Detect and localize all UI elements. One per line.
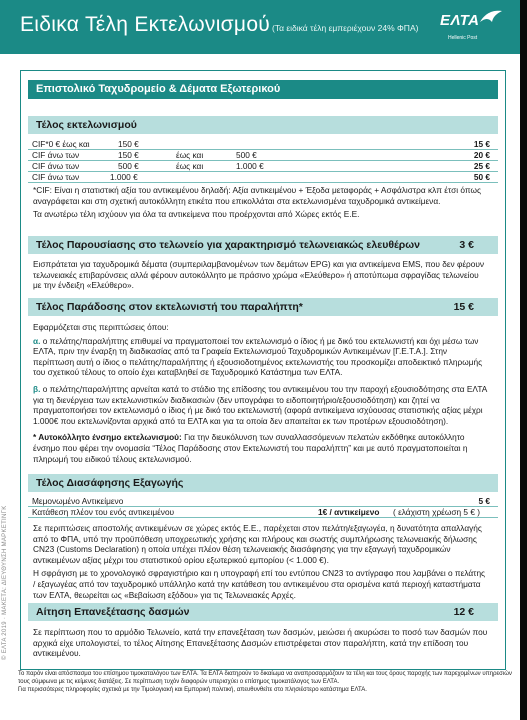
fee-value: 5 € <box>478 496 490 506</box>
case-a-label: α. <box>33 335 41 346</box>
footer-line: Για περισσότερες πληροφορίες σχετικά με την Τιμολογιακή και Εμπορική πολιτική, απευθυνθείτε στο πλησιέστερο κατάστημα ΕΛΤΑ. <box>18 687 367 694</box>
section-title: Τέλος Διασάφησης Εξαγωγής <box>36 477 184 489</box>
section-price: 12 € <box>453 606 474 618</box>
cif-rate-table <box>28 139 498 183</box>
section-delivery-fee <box>28 298 498 316</box>
fee-value: 50 € <box>473 172 490 182</box>
paragraph: Η σφράγιση με το χρονολογικό σφραγιστήριο και η υπογραφή επί του εντύπου CN23 το αντίγραφο που λαμβάνει ο πελάτης / εξαγωγέας από τον ταχυδρομικό υπάλληλο κατά την κατάθεση του αντικειμένου στα ορισμένα κατά περιοχή καταστήματα των ΕΛΤΑ, θεωρείται ως «Βεβαίωση εξόδου» για τις Τελωνειακές Αρχές. <box>33 568 486 600</box>
cif-notes <box>33 185 488 223</box>
paragraph: Εισπράτεται για ταχυδρομικά δέματα (συμπεριλαμβανομένων των δεμάτων EPG) και για αντικείμενα EMS, που δεν φέρουν τελωνειακές επιβαρύνσεις αλλά φέρουν αυτοκόλλητο με πράσινο χρώμα «Ελεύθερο» ή αποτύπωμα σφραγίδας τελωνείου με την ένδειξη «Ελεύθερο». <box>33 259 485 291</box>
side-credit: © ΕΛΤΑ 2019 · ΜΑΚΕΤΑ: ΔΙΕΥΘΥΝΣΗ ΜΑΡΚΕΤΙΝΓΚ <box>2 505 8 660</box>
cif-scope-note: Τα ανωτέρω τέλη ισχύουν για όλα τα αντικείμενα που προέρχονται από Χώρες εκτός Ε.Ε. <box>33 209 360 220</box>
stamp-note <box>33 432 488 464</box>
table-row <box>28 161 498 172</box>
cif-range-from: 150 € <box>118 150 139 160</box>
cif-range-connector: έως και <box>176 150 204 160</box>
delivery-fee-text <box>33 322 488 467</box>
elta-logo <box>440 8 502 48</box>
bird-icon <box>478 8 504 30</box>
footer-line: Το παρόν είναι απόσπασμα του επίσημου τιμοκαταλόγου των ΕΛΤΑ. Τα ΕΛΤΑ διατηρούν το δικαίωμα να αναπροσαρμόζουν τα τέλη και τους όρους παροχής των παρεχομένων υπηρεσιών τους σύμφωνα με τις κείμενες διατάξεις. Σε περίπτωση τυχόν διαφορών υπερισχύει ο επίσημος τιμοκατάλογος των ΕΛΤΑ. <box>18 671 512 686</box>
fee-value: 25 € <box>473 161 490 171</box>
case-b <box>33 384 488 426</box>
page-subtitle: (Τα ειδικά τέλη εμπεριέχουν 24% ΦΠΑ) <box>272 23 419 33</box>
header-bar <box>0 0 520 54</box>
duty-review-text <box>33 627 488 662</box>
case-b-label: β. <box>33 383 41 394</box>
section-price: 15 € <box>453 301 474 313</box>
table-row <box>28 172 498 183</box>
paragraph: Σε περιπτώσεις αποστολής αντικειμένων σε χώρες εκτός Ε.Ε., παρέχεται στον πελάτη/εξαγωγέα, η δυνατότητα απαλλαγής από το ΦΠΑ, υπό την προϋπόθεση υποχρεωτικής χρήσης και πλήρους και σωστής συμπλήρωσης τελωνειακής δήλωσης CN23 (Customs Declaration) η οποία υπέχει πλέον θέση τελωνειακής διασάφησης για την εξαγωγή ταχυδρομικών αντικειμένων αξίας μέχρι του στατιστικού ορίου εξωτερικού εμπορίου (< 1.000 €). <box>33 523 482 565</box>
page-title: Ειδικα Τέλη Εκτελωνισμού <box>20 13 271 36</box>
section-title: Τέλος εκτελωνισμού <box>36 119 137 131</box>
table-row <box>28 496 498 507</box>
cif-definition-note: *CIF: Είναι η στατιστική αξία του αντικειμένου δηλαδή: Αξία αντικειμένου + Έξοδα μεταφοράς + Ασφάλιστρα κλπ έτσι όπως αναγράφεται και στη σχετική αυτοκόλλητη ετικέτα που επικολλάται στα εκτελωνισμένα ταχυδρομικά αντικείμενα. <box>33 185 481 206</box>
cif-range-from: 150 € <box>118 139 139 149</box>
section-price: 3 € <box>459 239 474 251</box>
cif-range-to: 1.000 € <box>236 161 264 171</box>
cif-range-to: 500 € <box>236 150 257 160</box>
fee-per-item: 1€ / αντικείμενο <box>318 507 380 517</box>
paragraph: Σε περίπτωση που το αρμόδιο Τελωνείο, κατά την επανεξέταση των δασμών, μειώσει ή ακυρώσει το ποσό των δασμών που αρχικά είχε υπολογιστεί, το τέλος Αίτησης Επανεξέτασης Δασμών επιστρέφεται στον παραλήπτη, κατά την επίδοση του αντικειμένου. <box>33 627 488 659</box>
paragraph: Εφαρμόζεται στις περιπτώσεις όπου: <box>33 322 169 332</box>
row-label: Κατάθεση πλέον του ενός αντικειμένου <box>32 507 175 517</box>
case-b-text: ο πελάτης/παραλήπτης αρνείται κατά το στάδιο της επίδοσης του αντικειμένου του την παροχή εξουσιοδότησης στα ΕΛΤΑ για τη διενέργεια των εκτελωνιστικών διαδικασιών (δεν υπογράφει το ειδοποιητήριο/εξουσιοδότηση) και ζητεί να πραγματοποιήσει τον εκτελωνισμό ο ίδιος ή με δικό του εκτελωνιστή (αφορά αντικείμενα ισχύουσας στατιστικής αξίας μέχρι 1.000€ που εκτελωνίζονται αρχικά από τα ΕΛΤΑ και για τα οποία δεν απαιτείται εκ των προτέρων εξουσιοδότηση). <box>33 383 487 426</box>
logo-subtext: Hellenic Post <box>448 35 478 41</box>
export-declaration-text <box>33 523 488 603</box>
section-duty-review <box>28 603 498 621</box>
footer-disclaimer <box>18 670 513 695</box>
presentation-fee-text <box>33 259 488 294</box>
section-export-declaration <box>28 474 498 492</box>
cif-range-connector: έως και <box>176 161 204 171</box>
section-title: Τέλος Παράδοσης στον εκτελωνιστή του παραλήπτη* <box>36 301 303 313</box>
table-row <box>28 150 498 161</box>
cif-range-from: 1.000 € <box>110 172 138 182</box>
cif-range-label: CIF άνω των <box>32 161 80 171</box>
section-clearance-fee <box>28 116 498 134</box>
stamp-note-text: Για την διευκόλυνση των συναλλασσόμενων πελατών εκδόθηκε αυτοκόλλητο ένσημο που φέρει την ονομασία “Τέλος Παράδοσης στον Εκτελωνιστή του παραλήπτη” και με αυτό πραγματοποιείται η πληρωμή του ειδικού τέλους εκτελωνισμού. <box>33 432 468 464</box>
fee-value: 15 € <box>473 139 490 149</box>
section-presentation-fee <box>28 236 498 254</box>
table-row <box>28 507 498 518</box>
minimum-charge-note: ( ελάχιστη χρέωση 5 € ) <box>393 507 480 517</box>
cif-range-label: CIF*0 € έως και <box>32 139 90 149</box>
section-title: Τέλος Παρουσίασης στο τελωνείο για χαρακτηρισμό τελωνειακώς ελευθέρων <box>36 239 420 251</box>
cif-range-from: 500 € <box>118 161 139 171</box>
fee-value: 20 € <box>473 150 490 160</box>
stamp-note-label: * Αυτοκόλλητο ένσημο εκτελωνισμού: <box>33 432 182 443</box>
table-row <box>28 139 498 150</box>
section-title: Αίτηση Επανεξέτασης δασμών <box>36 606 190 618</box>
cif-range-label: CIF άνω των <box>32 172 80 182</box>
logo-text: ΕΛΤΑ <box>440 12 480 29</box>
case-a-text: ο πελάτης/παραλήπτης επιθυμεί να πραγματοποιεί τον εκτελωνισμό ο ίδιος ή με δικό του εκτελωνιστή και όχι μέσω των ΕΛΤΑ, πριν την έναρξη τη διαδικασίας από τα Γραφεία Εκτελωνισμού Ταχυδρομικών Αντικειμένων [Γ.Ε.Τ.Α.]. Στην περίπτωση αυτή ο ίδιος ο πελάτης/παραλήπτης ή εξουσιοδοτημένος εκτελωνιστής του προσκομίζει αποδεικτικό πληρωμής του σχετικού τέλους το οποίο έχει καταβληθεί σε Ταχυδρομικό Κατάστημα των ΕΛΤΑ. <box>33 335 483 378</box>
cif-range-label: CIF άνω των <box>32 150 80 160</box>
row-label: Μεμονωμένο Αντικείμενο <box>32 496 124 506</box>
main-section-heading: Επιστολικό Ταχυδρομείο & Δέματα Εξωτερικού <box>28 80 498 99</box>
export-fee-table <box>28 496 498 518</box>
case-a <box>33 336 488 378</box>
